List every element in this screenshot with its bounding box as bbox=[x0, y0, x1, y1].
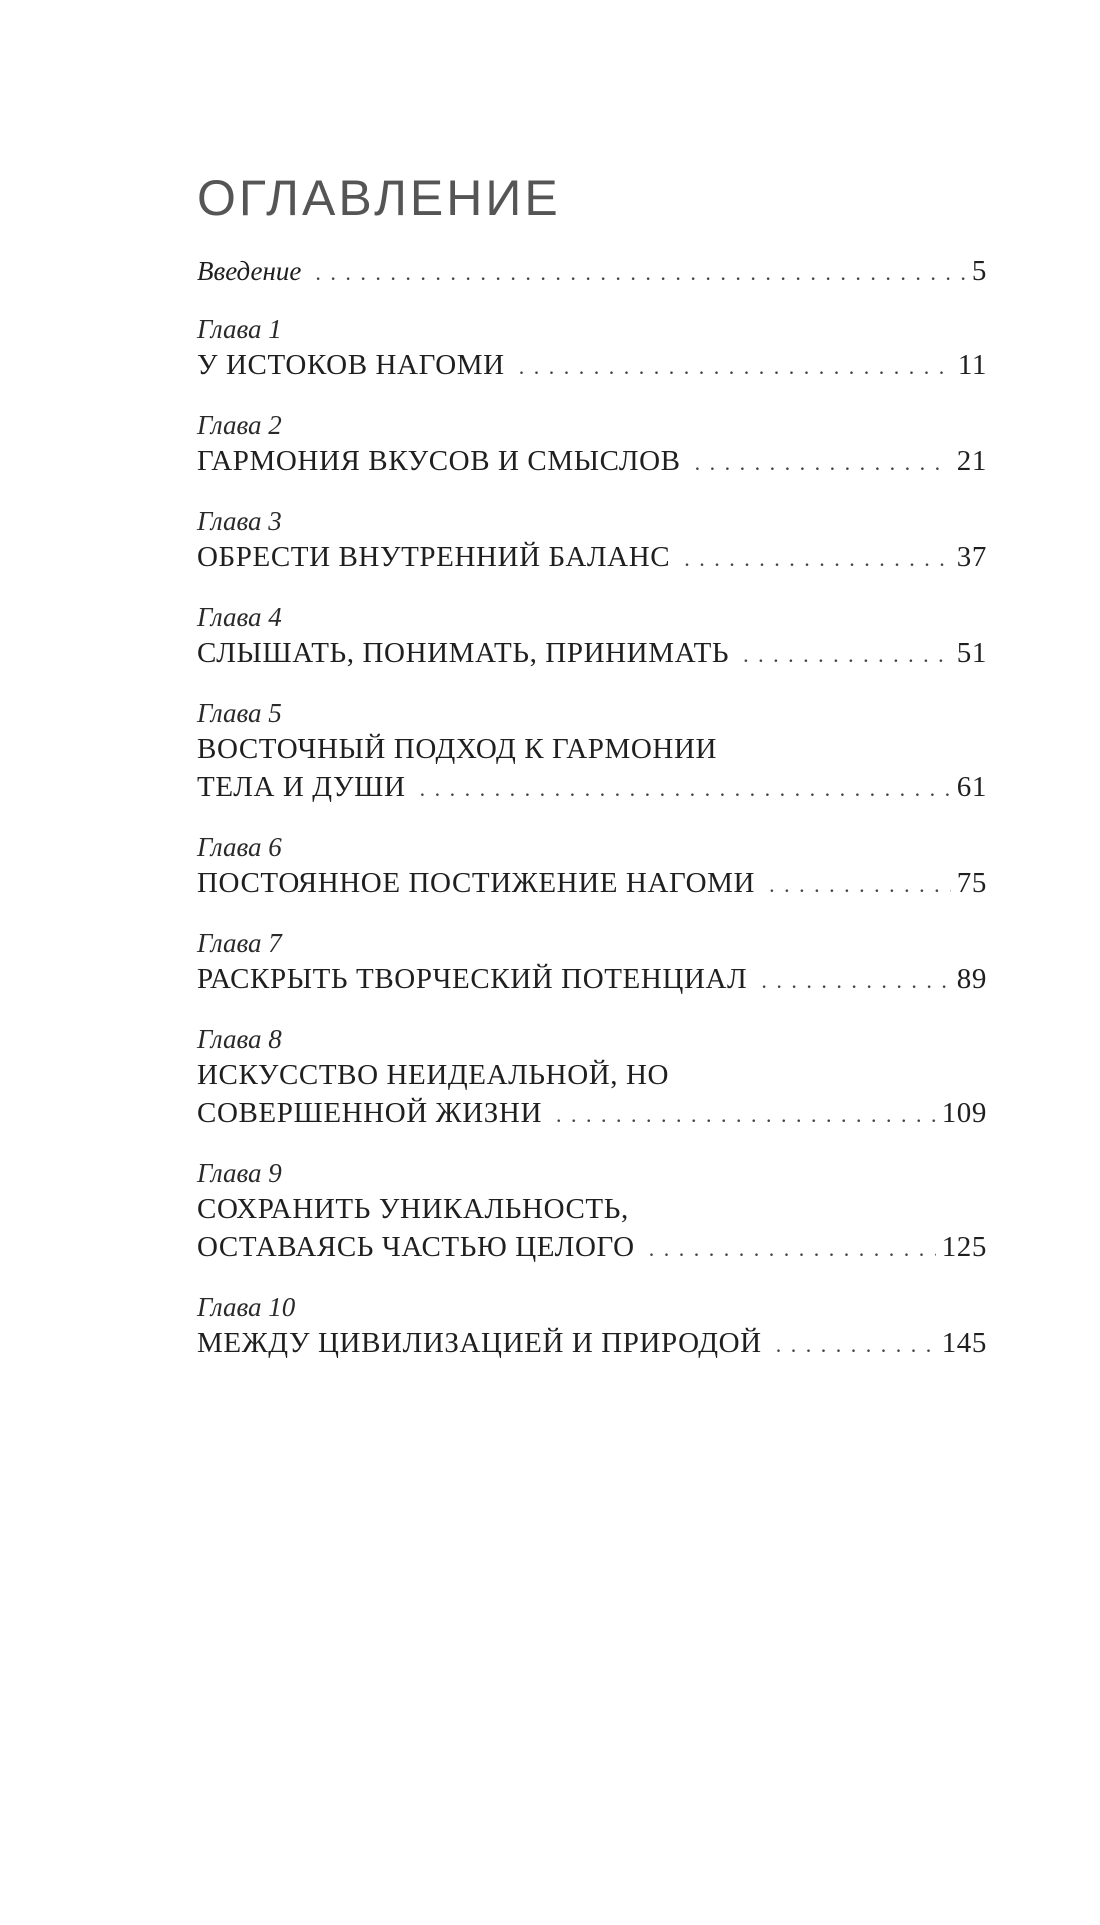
chapter-title: ГАРМОНИЯ ВКУСОВ И СМЫСЛОВ bbox=[197, 445, 681, 477]
table-of-contents bbox=[197, 170, 987, 1386]
chapter-title: МЕЖДУ ЦИВИЛИЗАЦИЕЙ И ПРИРОДОЙ bbox=[197, 1327, 762, 1359]
toc-row bbox=[197, 864, 987, 902]
page-number: 5 bbox=[971, 255, 987, 287]
toc-entry-chapter[interactable] bbox=[197, 830, 987, 902]
dot-leader bbox=[769, 866, 951, 904]
dot-leader bbox=[761, 962, 950, 1000]
page-number: 109 bbox=[941, 1097, 987, 1129]
entry-title: Введение bbox=[197, 256, 302, 286]
toc-entry-chapter[interactable] bbox=[197, 1290, 987, 1362]
chapter-label: Глава 8 bbox=[197, 1024, 282, 1054]
chapter-label: Глава 1 bbox=[197, 314, 282, 344]
dot-leader bbox=[695, 444, 951, 482]
toc-entry-chapter[interactable] bbox=[197, 926, 987, 998]
page-number: 21 bbox=[956, 445, 987, 477]
page-title: ОГЛАВЛЕНИЕ bbox=[197, 170, 561, 226]
toc-entry-chapter[interactable] bbox=[197, 1022, 987, 1132]
page-number: 11 bbox=[957, 349, 987, 381]
page-number: 125 bbox=[941, 1231, 987, 1263]
chapter-title: У ИСТОКОВ НАГОМИ bbox=[197, 349, 505, 381]
toc-row bbox=[197, 1094, 987, 1132]
toc-entry-chapter[interactable] bbox=[197, 600, 987, 672]
chapter-label: Глава 2 bbox=[197, 410, 282, 440]
chapter-label: Глава 10 bbox=[197, 1292, 296, 1322]
toc-row bbox=[197, 1324, 987, 1362]
dot-leader bbox=[743, 636, 951, 674]
chapter-label: Глава 4 bbox=[197, 602, 282, 632]
chapter-title: ОСТАВАЯСЬ ЧАСТЬЮ ЦЕЛОГО bbox=[197, 1231, 635, 1263]
chapter-title-line: ИСКУССТВО НЕИДЕАЛЬНОЙ, НО bbox=[197, 1059, 670, 1091]
toc-row bbox=[197, 768, 987, 806]
toc-entry-chapter[interactable] bbox=[197, 696, 987, 806]
dot-leader bbox=[556, 1096, 936, 1134]
toc-row bbox=[197, 1228, 987, 1266]
toc-row bbox=[197, 252, 987, 290]
toc-entry-intro[interactable] bbox=[197, 252, 987, 290]
dot-leader bbox=[649, 1230, 936, 1268]
page-number: 51 bbox=[956, 637, 987, 669]
chapter-title: РАСКРЫТЬ ТВОРЧЕСКИЙ ПОТЕНЦИАЛ bbox=[197, 963, 748, 995]
toc-entry-chapter[interactable] bbox=[197, 312, 987, 384]
page-number: 145 bbox=[941, 1327, 987, 1359]
page-number: 37 bbox=[956, 541, 987, 573]
toc-row bbox=[197, 634, 987, 672]
chapter-title-line: ВОСТОЧНЫЙ ПОДХОД К ГАРМОНИИ bbox=[197, 733, 718, 765]
chapter-title: СЛЫШАТЬ, ПОНИМАТЬ, ПРИНИМАТЬ bbox=[197, 637, 730, 669]
chapter-label: Глава 9 bbox=[197, 1158, 282, 1188]
toc-row bbox=[197, 538, 987, 576]
page-number: 89 bbox=[956, 963, 987, 995]
toc-entry-chapter[interactable] bbox=[197, 504, 987, 576]
dot-leader bbox=[315, 254, 966, 292]
toc-entry-chapter[interactable] bbox=[197, 1156, 987, 1266]
chapter-title: СОВЕРШЕННОЙ ЖИЗНИ bbox=[197, 1097, 543, 1129]
toc-row bbox=[197, 960, 987, 998]
toc-row bbox=[197, 442, 987, 480]
chapter-title: ПОСТОЯННОЕ ПОСТИЖЕНИЕ НАГОМИ bbox=[197, 867, 756, 899]
chapter-label: Глава 3 bbox=[197, 506, 282, 536]
dot-leader bbox=[684, 540, 951, 578]
page-number: 75 bbox=[956, 867, 987, 899]
chapter-title: ТЕЛА И ДУШИ bbox=[197, 771, 406, 803]
chapter-list bbox=[197, 312, 987, 1362]
toc-entry-chapter[interactable] bbox=[197, 408, 987, 480]
dot-leader bbox=[519, 348, 952, 386]
toc-row bbox=[197, 346, 987, 384]
chapter-label: Глава 7 bbox=[197, 928, 282, 958]
chapter-title-line: СОХРАНИТЬ УНИКАЛЬНОСТЬ, bbox=[197, 1193, 629, 1225]
chapter-title: ОБРЕСТИ ВНУТРЕННИЙ БАЛАНС bbox=[197, 541, 671, 573]
page-number: 61 bbox=[956, 771, 987, 803]
chapter-label: Глава 5 bbox=[197, 698, 282, 728]
dot-leader bbox=[420, 770, 951, 808]
dot-leader bbox=[776, 1326, 936, 1364]
chapter-label: Глава 6 bbox=[197, 832, 282, 862]
